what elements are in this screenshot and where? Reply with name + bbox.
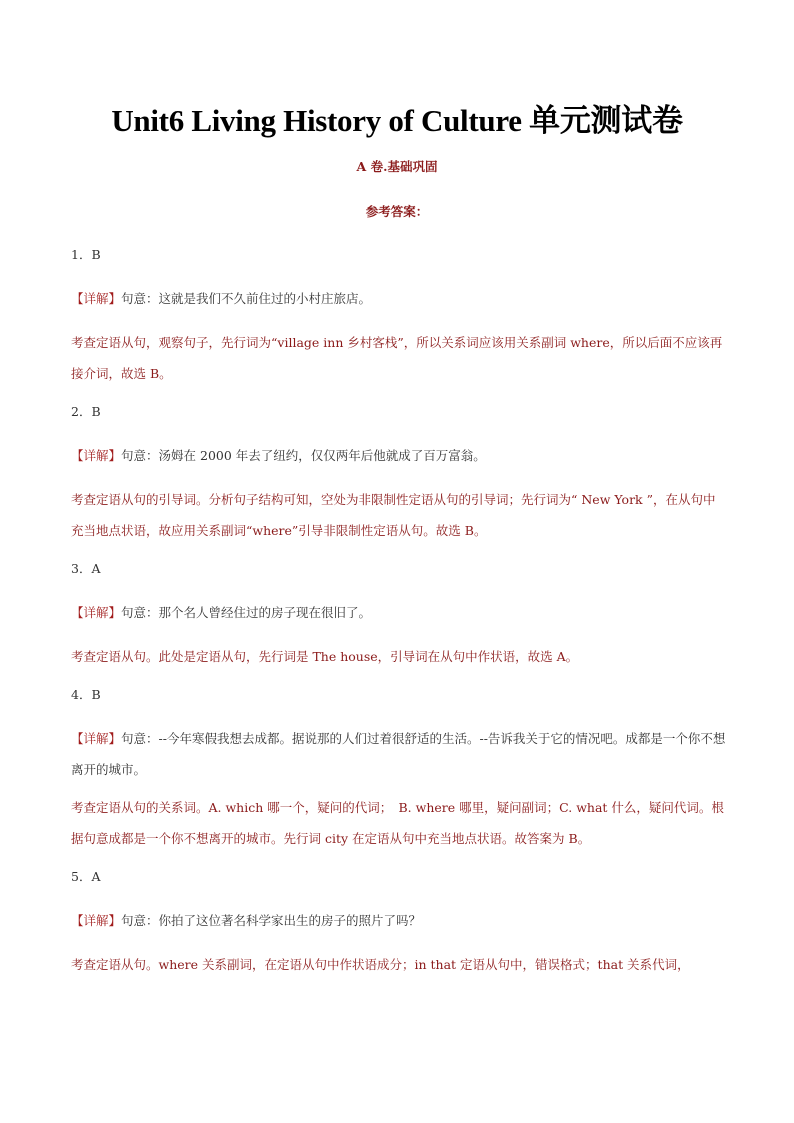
question-explanation: 考查定语从句。此处是定语从句，先行词是 The house，引导词在从句中作状语，故选 A。 bbox=[71, 649, 579, 664]
question-explanation: 考查定语从句的关系词。A. which 哪一个，疑问的代词； B. where 哪里，疑问副词；C. what 什么，疑问代词。根据句意成都是一个你不想离开的城市。先行词 city 在定语从句中充当地点状语。故答案为 B。 bbox=[71, 800, 724, 846]
question-explanation: 考查定语从句。where 关系副词，在定语从句中作状语成分；in that 定语从句中，错误格式；that 关系代词， bbox=[71, 957, 690, 972]
question-meaning: 句意：--今年寒假我想去成都。据说那的人们过着很舒适的生活。--告诉我关于它的情况吧。成都是一个你不想离开的城市。 bbox=[71, 731, 726, 777]
answer-heading: 参考答案： bbox=[365, 204, 429, 219]
question-meaning: 句意：汤姆在 2000 年去了纽约，仅仅两年后他就成了百万富翁。 bbox=[121, 448, 486, 463]
question-number: 1．B bbox=[71, 247, 101, 262]
question-number: 4．B bbox=[71, 687, 101, 702]
detail-tag: 【详解】 bbox=[71, 913, 122, 928]
question-number: 3．A bbox=[71, 561, 101, 576]
question-number: 5．A bbox=[71, 869, 101, 884]
question-explanation: 考查定语从句，观察句子，先行词为“village inn 乡村客栈”，所以关系词应该用关系副词 where，所以后面不应该再接介词，故选 B。 bbox=[71, 335, 723, 381]
page-title: Unit6 Living History of Culture 单元测试卷 bbox=[111, 103, 683, 138]
question-detail bbox=[71, 911, 726, 931]
question-meaning: 句意：那个名人曾经住过的房子现在很旧了。 bbox=[121, 605, 372, 620]
question-detail bbox=[71, 603, 726, 623]
question-detail bbox=[71, 446, 726, 466]
question-explanation: 考查定语从句的引导词。分析句子结构可知，空处为非限制性定语从句的引导词；先行词为“ New York ”，在从句中充当地点状语，故应用关系副词“where”引导非限制性定语从句。故选 B。 bbox=[71, 492, 716, 538]
detail-tag: 【详解】 bbox=[71, 291, 122, 306]
question-number: 2．B bbox=[71, 404, 101, 419]
section-heading: A 卷.基础巩固 bbox=[356, 159, 438, 174]
detail-tag: 【详解】 bbox=[71, 605, 122, 620]
answer-list bbox=[71, 245, 726, 993]
question-meaning: 句意：这就是我们不久前住过的小村庄旅店。 bbox=[121, 291, 372, 306]
detail-tag: 【详解】 bbox=[71, 731, 122, 746]
question-meaning: 句意：你拍了这位著名科学家出生的房子的照片了吗？ bbox=[121, 913, 422, 928]
question-detail bbox=[71, 723, 726, 785]
detail-tag: 【详解】 bbox=[71, 448, 122, 463]
question-detail bbox=[71, 289, 726, 309]
